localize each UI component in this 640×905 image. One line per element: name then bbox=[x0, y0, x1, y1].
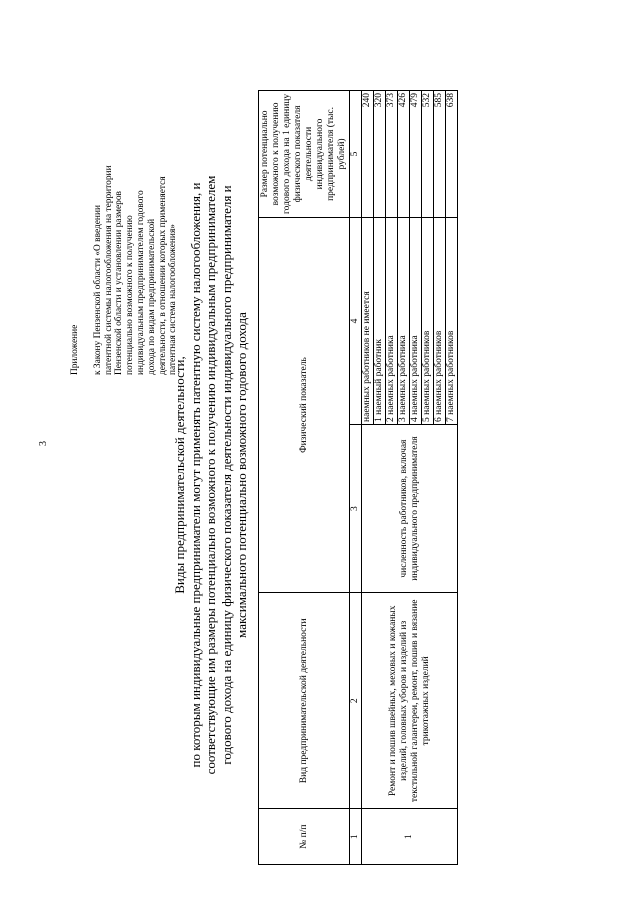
column-numbers-row bbox=[350, 91, 362, 865]
detail-label: 7 наемных работников bbox=[446, 217, 458, 424]
detail-value: 320 bbox=[374, 91, 386, 218]
detail-value: 585 bbox=[434, 91, 446, 218]
appendix-line: патентной системы налогообложения на территории bbox=[103, 165, 114, 375]
detail-label: 4 наемных работника bbox=[410, 217, 422, 424]
detail-label: 2 наемных работника bbox=[386, 217, 398, 424]
header-size: Размер потенциально возможного к получению годового дохода на 1 единицу физического показателя деятельности индивидуального предпринимателя (тыс. рублей) bbox=[259, 91, 350, 218]
header-num: № п/п bbox=[259, 809, 350, 865]
header-activity: Вид предпринимательской деятельности bbox=[259, 593, 350, 809]
detail-value: 638 bbox=[446, 91, 458, 218]
column-number: 1 bbox=[350, 809, 362, 865]
heading-line: годового дохода на единицу физического показателя деятельности индивидуального предпринимателя и bbox=[218, 185, 234, 765]
document-body bbox=[60, 65, 456, 885]
row-physical: численность работников, включая индивидуального предпринимателя bbox=[362, 424, 458, 592]
header-physical: Физический показатель bbox=[259, 217, 350, 592]
detail-value: 373 bbox=[386, 91, 398, 218]
detail-label: 6 наемных работников bbox=[434, 217, 446, 424]
detail-value: 479 bbox=[410, 91, 422, 218]
row-activity: Ремонт и пошив швейных, меховых и кожаных изделий, головных уборов и изделий из текстильной галантереи, ремонт, пошив и вязание трикотажных изделий bbox=[362, 593, 458, 809]
table-header-row bbox=[259, 91, 350, 865]
column-number: 3 bbox=[350, 424, 362, 592]
activity-table bbox=[258, 90, 458, 865]
appendix-block bbox=[70, 75, 179, 375]
heading-line: по которым индивидуальные предприниматели могут применять патентную систему налогообложения, и bbox=[187, 182, 203, 768]
table-row bbox=[362, 91, 374, 865]
appendix-line: Пензенской области и установлении размеров bbox=[114, 191, 125, 375]
detail-label: 5 наемных работников bbox=[422, 217, 434, 424]
detail-value: 532 bbox=[422, 91, 434, 218]
appendix-line: к Закону Пензенской области «О введении bbox=[92, 205, 103, 375]
column-number: 4 bbox=[350, 217, 362, 424]
column-number: 2 bbox=[350, 593, 362, 809]
detail-label: 3 наемных работника bbox=[398, 217, 410, 424]
heading-line: максимального потенциально возможного годового дохода bbox=[234, 312, 249, 638]
column-number: 5 bbox=[350, 91, 362, 218]
appendix-line: деятельности, в отношении которых применяется bbox=[157, 176, 168, 375]
appendix-line: индивидуальным предпринимателем годового bbox=[135, 190, 146, 375]
appendix-line: потенциально возможного к получению bbox=[125, 215, 136, 375]
heading-line: соответствующие им размеры потенциально возможного к получению индивидуальным предпринимателем bbox=[203, 175, 218, 775]
page-number: 3 bbox=[38, 441, 49, 446]
appendix-line: патентная система налогообложения» bbox=[168, 224, 179, 375]
appendix-line: дохода по видам предпринимательской bbox=[146, 218, 157, 375]
document-heading bbox=[172, 65, 250, 885]
detail-label: 1 наемный работник bbox=[374, 217, 386, 424]
heading-line: Виды предпринимательской деятельности, bbox=[172, 356, 187, 594]
detail-value: 240 bbox=[362, 91, 374, 218]
detail-label: наемных работников не имеется bbox=[362, 217, 374, 424]
appendix-title: Приложение bbox=[70, 324, 80, 375]
detail-value: 426 bbox=[398, 91, 410, 218]
row-number: 1 bbox=[362, 809, 458, 865]
